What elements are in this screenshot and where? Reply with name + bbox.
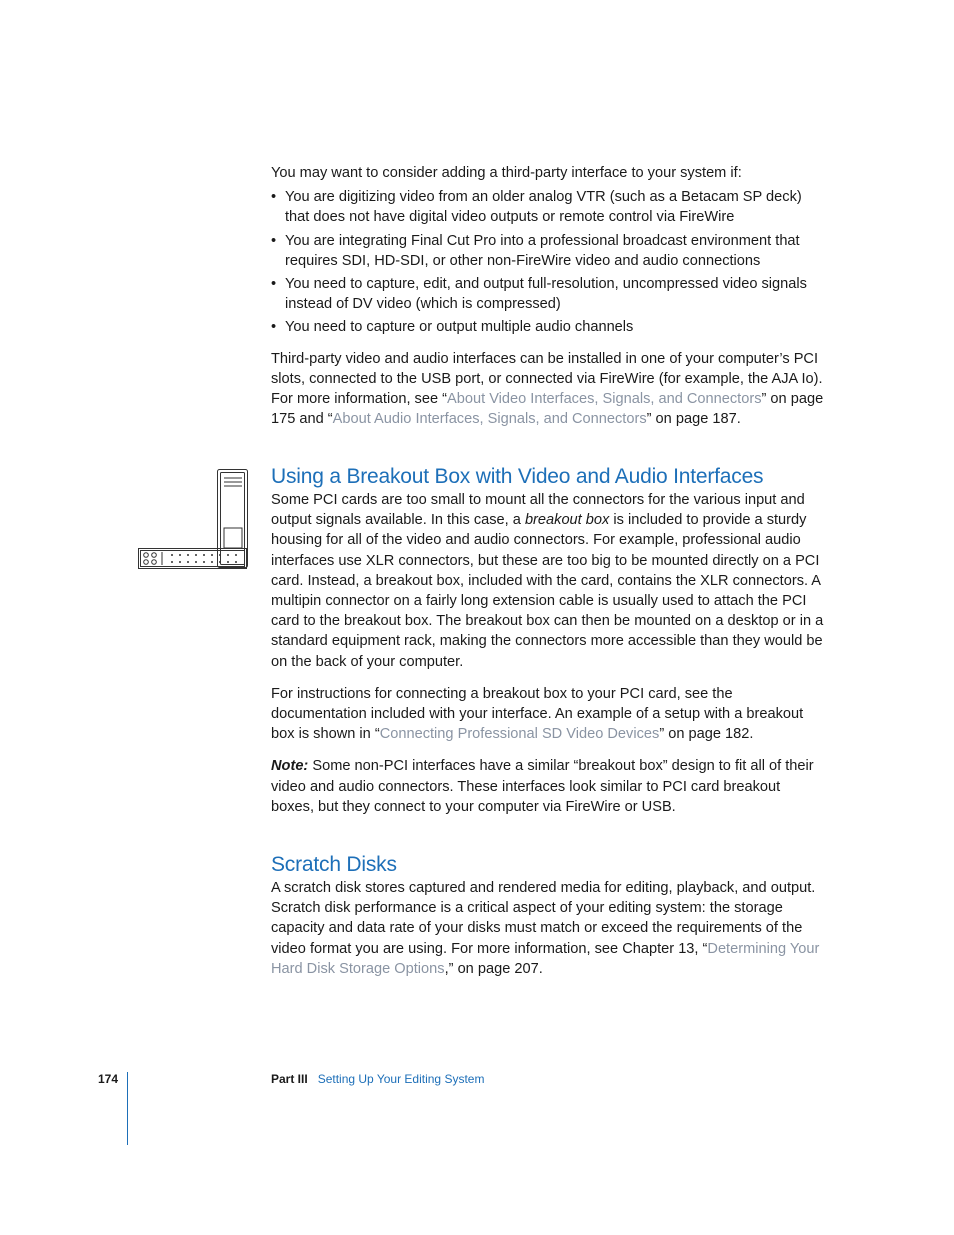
bullet-icon: • <box>271 189 277 206</box>
list-item: • You need to capture, edit, and output full-resolution, uncompressed video signals instead of DV video (which is compressed) <box>271 276 807 313</box>
bullet-icon: • <box>271 319 277 336</box>
scratch-disks-section <box>271 852 827 979</box>
bullet-icon: • <box>271 232 277 249</box>
link-video-interfaces[interactable]: About Video Interfaces, Signals, and Connectors <box>447 391 762 408</box>
breakout-box-section <box>271 464 827 817</box>
section-heading-breakout-box: Using a Breakout Box with Video and Audio Interfaces <box>271 465 764 488</box>
part-label: Part III <box>271 1072 308 1086</box>
breakout-paragraph-2: For instructions for connecting a breakout box to your PCI card, see the documentation included with your interface. An example of a setup with a breakout box is shown in “Connecting Professional SD Video Devices” on page 182. <box>271 685 804 743</box>
intro-section <box>271 163 827 429</box>
list-item: • You are integrating Final Cut Pro into a professional broadcast environment that requires SDI, HD-SDI, or other non-FireWire video and audio connections <box>271 232 800 269</box>
link-connecting-sd-devices[interactable]: Connecting Professional SD Video Devices <box>379 726 660 743</box>
breakout-box-illustration-icon <box>138 468 250 572</box>
intro-paragraph: Third-party video and audio interfaces can be installed in one of your computer’s PCI slots, connected to the USB port, or connected via FireWire (for example, the AJA Io). For more information, see “About Video Interfaces, Signals, and Connectors” on page 175 and “About Audio Interfaces, Signals, and Connectors” on page 187. <box>271 350 824 428</box>
list-item: • You need to capture or output multiple audio channels <box>271 317 827 337</box>
scratch-disks-paragraph: A scratch disk stores captured and rendered media for editing, playback, and output. Scratch disk performance is a critical aspect of your editing system: the storage capacity and data rate of your disks must match or exceed the requirements of the video format you are using. For more information, see Chapter 13, “Determining Your Hard Disk Storage Options,” on page 207. <box>271 880 820 977</box>
link-hard-disk-storage[interactable]: Determining Your Hard Disk Storage Options <box>271 940 820 977</box>
link-audio-interfaces[interactable]: About Audio Interfaces, Signals, and Connectors <box>332 411 647 428</box>
footer-divider <box>127 1072 128 1145</box>
section-heading-scratch-disks: Scratch Disks <box>271 853 397 876</box>
note-label: Note: <box>271 758 309 775</box>
bullet-icon: • <box>271 276 277 293</box>
breakout-paragraph-1: Some PCI cards are too small to mount all the connectors for the various input and output signals available. In this case, a breakout box is included to provide a sturdy housing for all of the video and audio connectors. For example, professional audio interfaces use XLR connectors, but these are too big to be mounted directly on a PCI card. Instead, a breakout box, included with the card, contains the XLR connectors. A multipin connector on a fairly long extension cable is usually used to attach the PCI card to the breakout box. The breakout box can then be mounted on a desktop or in a standard equipment rack, making the connectors more accessible than they would be on the back of your computer. <box>271 492 824 670</box>
note-paragraph: Note: Some non-PCI interfaces have a similar “breakout box” design to fit all of their video and audio connectors. These interfaces look similar to PCI card breakout boxes, but they connect to your computer via FireWire or USB. <box>271 758 814 815</box>
list-item: • You are digitizing video from an older analog VTR (such as a Betacam SP deck) that does not have digital video outputs or remote control via FireWire <box>271 189 802 226</box>
footer-running-title <box>271 1072 484 1086</box>
part-title: Setting Up Your Editing System <box>317 1072 485 1086</box>
page-number: 174 <box>98 1072 119 1086</box>
intro-lead: You may want to consider adding a third-party interface to your system if: <box>271 165 742 181</box>
bullet-list <box>271 187 827 337</box>
